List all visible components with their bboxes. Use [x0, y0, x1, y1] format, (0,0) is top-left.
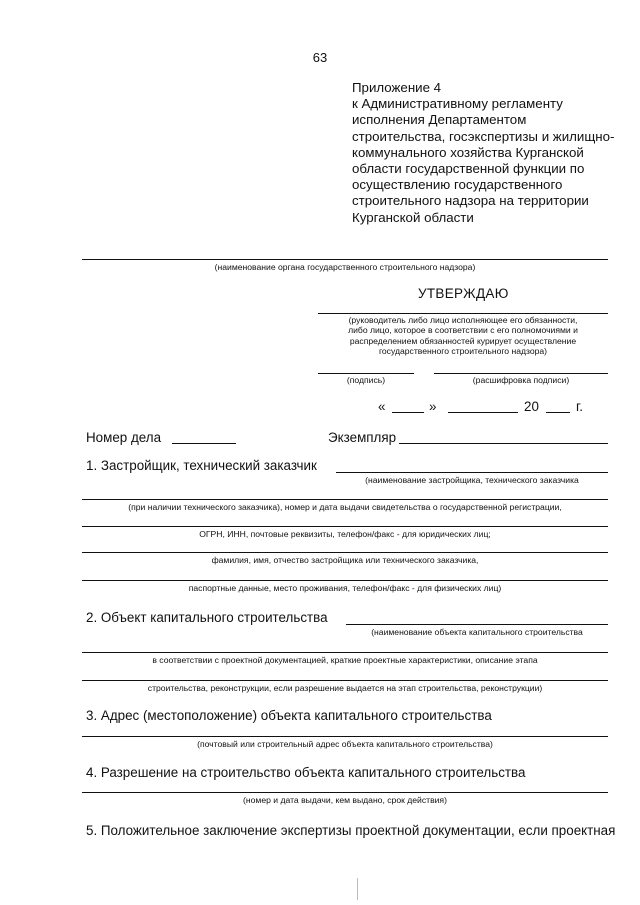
- section1-field-3[interactable]: [82, 526, 608, 527]
- copy-field[interactable]: [399, 443, 608, 444]
- section1-caption-3: ОГРН, ИНН, почтовые реквизиты, телефон/факс - для юридических лиц;: [199, 529, 491, 539]
- section2-field-1[interactable]: [346, 624, 608, 625]
- date-year-suffix: г.: [576, 399, 583, 414]
- annex-line: к Административному регламенту: [352, 96, 563, 112]
- annex-line: строительного надзора на территории: [352, 193, 589, 209]
- date-month-field[interactable]: [448, 412, 518, 413]
- date-day-field[interactable]: [392, 412, 424, 413]
- section1-field-4[interactable]: [82, 552, 608, 553]
- approver-field[interactable]: [318, 313, 608, 314]
- annex-block: [352, 80, 614, 226]
- section1-caption-2: (при наличии технического заказчика), номер и дата выдачи свидетельства о государственной регистрации,: [128, 502, 562, 512]
- copy-label: Экземпляр: [328, 430, 397, 445]
- section2-caption-2: в соответствии с проектной документацией, краткие проектные характеристики, описание этапа: [152, 655, 538, 665]
- signature-caption: (подпись): [346, 375, 386, 385]
- section4-title: 4. Разрешение на строительство объекта капитального строительства: [86, 765, 526, 780]
- annex-line: Приложение 4: [352, 80, 442, 95]
- scan-fold-mark: [357, 878, 358, 900]
- annex-line: коммунального хозяйства Курганской: [352, 144, 584, 160]
- section3-title: 3. Адрес (местоположение) объекта капитального строительства: [86, 708, 492, 723]
- approver-note-line: распределением обязанностей курирует осуществление: [349, 335, 577, 346]
- date-year-field[interactable]: [546, 412, 570, 413]
- section1-caption-1: (наименование застройщика, технического заказчика: [365, 475, 579, 485]
- approver-note: [318, 315, 608, 357]
- approver-note-line: (руководитель либо лицо исполняющее его обязанности,: [348, 315, 578, 325]
- approve-title: УТВЕРЖДАЮ: [418, 286, 509, 301]
- section4-field[interactable]: [82, 792, 608, 793]
- section3-caption: (почтовый или строительный адрес объекта капитального строительства): [197, 739, 493, 749]
- section3-field[interactable]: [82, 736, 608, 737]
- section4-caption: (номер и дата выдачи, кем выдано, срок действия): [243, 795, 447, 805]
- annex-line: области государственной функции по: [352, 161, 585, 177]
- approver-note-line: государственного строительного надзора): [378, 346, 548, 357]
- annex-line: Курганской области: [352, 209, 474, 225]
- page-number: 63: [312, 50, 328, 65]
- section2-caption-3: строительства, реконструкции, если разрешение выдается на этап строительства, реконструкции): [147, 683, 543, 693]
- section1-caption-5: паспортные данные, место проживания, телефон/факс - для физических лиц): [188, 583, 502, 593]
- case-number-label: Номер дела: [86, 430, 162, 445]
- section1-title: 1. Застройщик, технический заказчик: [86, 458, 317, 473]
- section1-field-5[interactable]: [82, 580, 608, 581]
- signature-decode-field[interactable]: [434, 373, 608, 374]
- date-close-quote: »: [429, 399, 437, 414]
- organ-name-field[interactable]: [82, 259, 608, 260]
- signature-decode-caption: (расшифровка подписи): [472, 375, 570, 385]
- case-number-field[interactable]: [172, 443, 236, 444]
- section5-title: 5. Положительное заключение экспертизы проектной документации, если проектная: [86, 823, 616, 838]
- date-open-quote: «: [378, 399, 386, 414]
- organ-name-caption: (наименование органа государственного строительного надзора): [214, 262, 476, 272]
- approver-note-line: либо лицо, которое в соответствии с его полномочиями и: [348, 325, 578, 336]
- signature-field[interactable]: [318, 373, 414, 374]
- section2-field-3[interactable]: [82, 680, 608, 681]
- section1-field-2[interactable]: [82, 499, 608, 500]
- section1-caption-4: фамилия, имя, отчество застройщика или технического заказчика,: [211, 555, 479, 565]
- date-year-prefix: 20: [524, 399, 539, 414]
- section2-title: 2. Объект капитального строительства: [86, 610, 328, 625]
- annex-line: исполнения Департаментом: [352, 112, 527, 128]
- annex-line: осуществлению государственного: [352, 177, 563, 193]
- annex-line: строительства, госэкспертизы и жилищно-: [352, 128, 615, 144]
- section1-field-1[interactable]: [336, 472, 608, 473]
- section2-caption-1: (наименование объекта капитального строительства: [371, 627, 583, 637]
- section2-field-2[interactable]: [82, 652, 608, 653]
